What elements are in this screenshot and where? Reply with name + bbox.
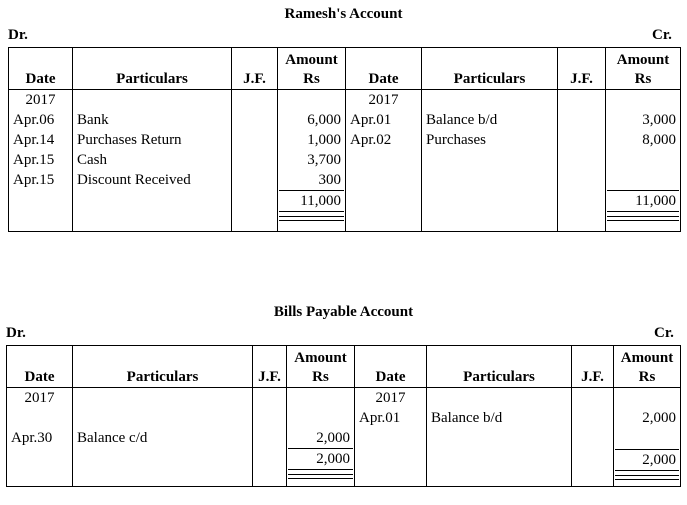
- account1-title: Ramesh's Account: [284, 6, 403, 22]
- header-particulars: Particulars: [73, 346, 253, 388]
- amount-cell: 300: [278, 170, 346, 190]
- header-amount-line1: Amount: [285, 52, 338, 68]
- date-cell: Apr.02: [346, 130, 422, 150]
- account1-cr-label: Cr.: [652, 27, 672, 43]
- account2-dr-label: Dr.: [6, 325, 26, 341]
- table-row: [9, 150, 681, 170]
- header-amount-line2: Rs: [638, 369, 656, 385]
- table-row: [7, 388, 681, 409]
- particulars-cell: Purchases: [422, 130, 558, 150]
- amount-cell: 3,700: [278, 150, 346, 170]
- total-row: [7, 449, 681, 480]
- date-cell: Apr.06: [9, 110, 73, 130]
- header-amount-line1: Amount: [620, 350, 674, 366]
- amount-cell: 3,000: [606, 110, 681, 130]
- table-row: [7, 428, 681, 449]
- total-amount: 11,000: [279, 190, 344, 212]
- amount-cell: 8,000: [606, 130, 681, 150]
- account1-dr-label: Dr.: [8, 27, 28, 43]
- total-amount: 2,000: [288, 449, 353, 470]
- particulars-cell: Balance c/d: [73, 428, 253, 449]
- particulars-cell: Cash: [73, 150, 232, 170]
- year-cell: 2017: [346, 90, 422, 111]
- header-date: Date: [355, 346, 427, 388]
- date-cell: Apr.14: [9, 130, 73, 150]
- header-particulars: Particulars: [73, 48, 232, 90]
- header-amount-line1: Amount: [616, 52, 670, 68]
- amount-cell: 2,000: [614, 408, 681, 428]
- header-amount: [614, 346, 681, 388]
- date-cell: Apr.15: [9, 170, 73, 190]
- amount-cell: 2,000: [288, 428, 353, 449]
- header-amount: [606, 48, 681, 90]
- table-row: [9, 110, 681, 130]
- header-jf: J.F.: [253, 346, 287, 388]
- header-date: Date: [7, 346, 73, 388]
- double-underline: [288, 474, 353, 479]
- amount-cell: 1,000: [278, 130, 346, 150]
- total-row: [9, 190, 681, 221]
- header-jf: J.F.: [558, 48, 606, 90]
- year-cell: 2017: [7, 388, 73, 409]
- header-date: Date: [346, 48, 422, 90]
- account2-cr-label: Cr.: [654, 325, 674, 341]
- header-amount-line1: Amount: [294, 350, 347, 366]
- account2-title: Bills Payable Account: [273, 304, 414, 320]
- header-jf: J.F.: [232, 48, 278, 90]
- account1-header-row: [9, 48, 681, 90]
- particulars-cell: Discount Received: [73, 170, 232, 190]
- header-amount: [287, 346, 355, 388]
- table-row: [9, 90, 681, 111]
- account2-header-row: [7, 346, 681, 388]
- year-cell: 2017: [355, 388, 427, 409]
- header-particulars: Particulars: [427, 346, 572, 388]
- date-cell: Apr.15: [9, 150, 73, 170]
- particulars-cell: Purchases Return: [73, 130, 232, 150]
- date-cell: Apr.01: [346, 110, 422, 130]
- date-cell: Apr.30: [7, 428, 73, 449]
- particulars-cell: Balance b/d: [427, 408, 572, 428]
- table-row: [9, 130, 681, 150]
- total-amount: 2,000: [615, 449, 679, 471]
- amount-cell: 6,000: [278, 110, 346, 130]
- account2-ledger-table: [6, 345, 681, 487]
- date-cell: Apr.01: [355, 408, 427, 428]
- header-date: Date: [9, 48, 73, 90]
- table-row: [7, 408, 681, 428]
- header-particulars: Particulars: [422, 48, 558, 90]
- header-amount-line2: Rs: [303, 71, 320, 87]
- header-jf: J.F.: [572, 346, 614, 388]
- header-amount-line2: Rs: [312, 369, 329, 385]
- particulars-cell: Balance b/d: [422, 110, 558, 130]
- year-cell: 2017: [9, 90, 73, 111]
- table-row: [9, 170, 681, 190]
- particulars-cell: Bank: [73, 110, 232, 130]
- header-amount: [278, 48, 346, 90]
- header-amount-line2: Rs: [634, 71, 652, 87]
- account1-ledger-table: [8, 47, 681, 232]
- total-amount: 11,000: [607, 190, 679, 212]
